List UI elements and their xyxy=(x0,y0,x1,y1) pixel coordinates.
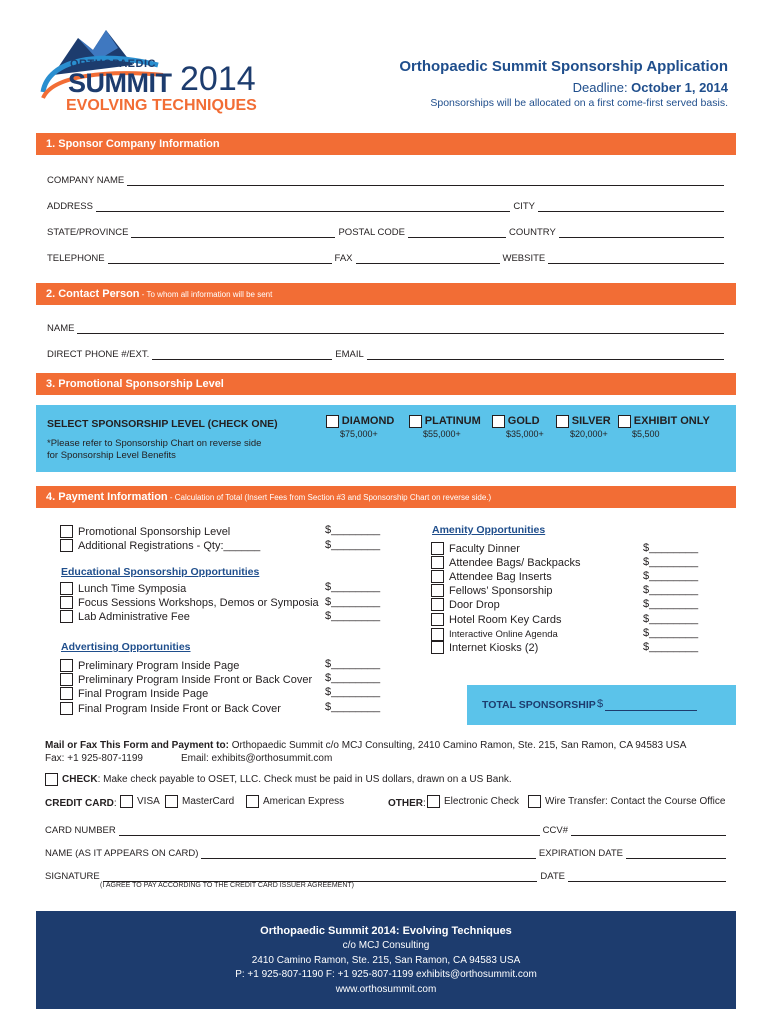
gold-price: $35,000+ xyxy=(506,429,544,439)
deadline-date: October 1, 2014 xyxy=(631,80,728,95)
other-label xyxy=(388,798,426,809)
logo-line1: ORTHOPAEDIC xyxy=(70,58,156,70)
card-number-label: CARD NUMBER xyxy=(45,825,116,836)
electronic-check-option[interactable] xyxy=(427,795,519,808)
adv-item[interactable] xyxy=(60,659,239,672)
section3-header: 3. Promotional Sponsorship Level xyxy=(36,373,736,395)
mastercard-checkbox[interactable] xyxy=(165,795,178,808)
amenity-amount[interactable]: $________ xyxy=(643,627,699,639)
edu-amount[interactable]: $________ xyxy=(325,581,381,593)
amenity-item[interactable] xyxy=(431,556,580,569)
fax-field[interactable] xyxy=(356,254,500,264)
amenity-item[interactable] xyxy=(431,613,562,626)
adv-item[interactable] xyxy=(60,687,208,700)
adv-amount[interactable]: $________ xyxy=(325,686,381,698)
amenity-checkbox[interactable] xyxy=(431,613,444,626)
ccv-label: CCV# xyxy=(542,825,568,836)
wire-option[interactable] xyxy=(528,795,725,808)
telephone-row xyxy=(47,250,727,264)
country-field[interactable] xyxy=(559,228,724,238)
section2-subtitle: - To whom all information will be sent xyxy=(139,290,273,299)
amex-label: American Express xyxy=(263,796,345,807)
platinum-checkbox[interactable] xyxy=(409,415,422,428)
expiration-field[interactable] xyxy=(626,849,726,859)
level-diamond[interactable] xyxy=(326,415,394,439)
footer-line3: P: +1 925-807-1190 F: +1 925-807-1199 exhibits@orthosummit.com xyxy=(235,969,537,980)
adv-label: Final Program Inside Page xyxy=(78,687,209,700)
address-field[interactable] xyxy=(96,202,510,212)
total-field[interactable] xyxy=(605,699,697,711)
amenity-amount[interactable]: $________ xyxy=(643,570,699,582)
amenity-label: Internet Kiosks (2) xyxy=(449,641,539,654)
phone-row xyxy=(47,346,727,360)
wire-checkbox[interactable] xyxy=(528,795,541,808)
state-field[interactable] xyxy=(131,228,335,238)
section4-subtitle: - Calculation of Total (Insert Fees from Section #3 and Sponsorship Chart on reverse side.) xyxy=(167,493,492,502)
footer-website[interactable]: www.orthosummit.com xyxy=(335,983,437,995)
amenity-checkbox[interactable] xyxy=(431,598,444,611)
credit-card-label xyxy=(45,798,117,809)
silver-price: $20,000+ xyxy=(570,429,608,439)
allocation-note: Sponsorships will be allocated on a first come-first served basis. xyxy=(430,97,728,109)
level-platinum[interactable] xyxy=(409,415,481,439)
promo-checkbox[interactable] xyxy=(60,525,73,538)
company-label: COMPANY NAME xyxy=(47,175,125,186)
mastercard-option[interactable] xyxy=(165,795,234,808)
sponsorship-level-panel xyxy=(36,405,736,472)
adv-checkbox[interactable] xyxy=(60,659,73,672)
amenity-label: Door Drop xyxy=(449,598,500,611)
diamond-checkbox[interactable] xyxy=(326,415,339,428)
section4-title: 4. Payment Information xyxy=(46,491,168,503)
adv-checkbox[interactable] xyxy=(60,687,73,700)
adv-checkbox[interactable] xyxy=(60,702,73,715)
total-dollar: $ xyxy=(597,698,604,710)
footer xyxy=(36,911,736,1009)
diamond-price: $75,000+ xyxy=(340,429,378,439)
level-silver[interactable] xyxy=(556,415,611,439)
platinum-price: $55,000+ xyxy=(423,429,461,439)
email-line: Email: exhibits@orthosummit.com xyxy=(181,753,333,764)
logo-summit: SUMMIT xyxy=(68,68,172,98)
mail-address: Orthopaedic Summit c/o MCJ Consulting, 2410 Camino Ramon, Ste. 215, San Ramon, CA 94583 USA xyxy=(228,740,687,751)
email-field[interactable] xyxy=(367,350,724,360)
amenity-amount[interactable]: $________ xyxy=(643,598,699,610)
postal-label: POSTAL CODE xyxy=(338,227,405,238)
amenity-label: Faculty Dinner xyxy=(449,542,520,555)
phone-label: DIRECT PHONE #/EXT. xyxy=(47,349,150,360)
total-label: TOTAL SPONSORSHIP xyxy=(482,699,596,711)
additional-amount[interactable]: $________ xyxy=(325,539,381,551)
edu-label: Focus Sessions Workshops, Demos or Symposia xyxy=(78,596,319,609)
amenity-checkbox[interactable] xyxy=(431,570,444,583)
amenity-label: Attendee Bags/ Backpacks xyxy=(449,556,581,569)
city-field[interactable] xyxy=(538,202,724,212)
section2-title: 2. Contact Person xyxy=(46,288,140,300)
company-field[interactable] xyxy=(127,176,724,186)
amenity-item[interactable] xyxy=(431,570,552,583)
edu-amount[interactable]: $________ xyxy=(325,610,381,622)
amenity-checkbox[interactable] xyxy=(431,641,444,654)
edu-item[interactable] xyxy=(60,596,319,609)
amenity-amount[interactable]: $________ xyxy=(643,613,699,625)
visa-label: VISA xyxy=(137,796,160,807)
card-number-row xyxy=(45,822,729,836)
signature-row xyxy=(45,868,729,882)
summit-logo xyxy=(38,20,268,120)
amenity-amount[interactable]: $________ xyxy=(643,641,699,653)
card-name-row xyxy=(45,845,729,859)
amenity-amount[interactable]: $________ xyxy=(643,556,699,568)
select-level-label: SELECT SPONSORSHIP LEVEL (CHECK ONE) xyxy=(47,418,278,430)
amenity-item[interactable] xyxy=(431,584,553,597)
diamond-label: DIAMOND xyxy=(341,415,395,428)
exhibit-label: EXHIBIT ONLY xyxy=(633,415,710,428)
level-gold[interactable] xyxy=(492,415,544,439)
footer-line1: c/o MCJ Consulting xyxy=(342,940,430,951)
amenity-amount[interactable]: $________ xyxy=(643,584,699,596)
visa-checkbox[interactable] xyxy=(120,795,133,808)
name-row xyxy=(47,320,727,334)
promo-label: Promotional Sponsorship Level xyxy=(78,525,231,538)
amenity-heading: Amenity Opportunities xyxy=(432,524,546,536)
amenity-checkbox[interactable] xyxy=(431,628,444,641)
amenity-checkbox[interactable] xyxy=(431,542,444,555)
check-text: : Make check payable to OSET, LLC. Check must be paid in US dollars, drawn on a US Bank. xyxy=(97,774,512,785)
adv-checkbox[interactable] xyxy=(60,673,73,686)
expiration-label: EXPIRATION DATE xyxy=(538,848,623,859)
page-title: Orthopaedic Summit Sponsorship Application xyxy=(399,58,728,75)
website-label: WEBSITE xyxy=(502,253,546,264)
level-note1: *Please refer to Sponsorship Chart on reverse side xyxy=(47,438,262,449)
deadline-label: Deadline: xyxy=(572,80,632,95)
check-option[interactable] xyxy=(45,773,512,786)
edu-checkbox[interactable] xyxy=(60,610,73,623)
section1-header: 1. Sponsor Company Information xyxy=(36,133,736,155)
electronic-label: Electronic Check xyxy=(444,796,520,807)
other-label-text: OTHER xyxy=(388,798,423,809)
check-label: CHECK xyxy=(62,774,98,785)
level-exhibit[interactable] xyxy=(618,415,710,439)
level-note2: for Sponsorship Level Benefits xyxy=(47,450,176,461)
mastercard-label: MasterCard xyxy=(182,796,235,807)
silver-checkbox[interactable] xyxy=(556,415,569,428)
exhibit-price: $5,500 xyxy=(632,429,660,439)
state-row xyxy=(47,224,727,238)
section4-header xyxy=(36,486,736,508)
silver-label: SILVER xyxy=(571,415,611,428)
amenity-checkbox[interactable] xyxy=(431,556,444,569)
credit-label-colon: : xyxy=(113,798,117,809)
footer-line2: 2410 Camino Ramon, Ste. 215, San Ramon, CA 94583 USA xyxy=(251,954,521,966)
adv-label: Preliminary Program Inside Front or Back Cover xyxy=(78,673,313,686)
amenity-label: Fellows’ Sponsorship xyxy=(449,584,553,597)
telephone-field[interactable] xyxy=(108,254,332,264)
card-number-field[interactable] xyxy=(119,826,540,836)
fax-label: FAX xyxy=(334,253,353,264)
amenity-checkbox[interactable] xyxy=(431,584,444,597)
wire-label: Wire Transfer: Contact the Course Office xyxy=(545,796,726,807)
adv-label: Preliminary Program Inside Page xyxy=(78,659,240,672)
adv-item[interactable] xyxy=(60,673,312,686)
edu-amount[interactable]: $________ xyxy=(325,596,381,608)
edu-label: Lab Administrative Fee xyxy=(78,610,190,623)
promo-item[interactable] xyxy=(60,525,230,538)
adv-amount[interactable]: $________ xyxy=(325,658,381,670)
agree-note: (I AGREE TO PAY ACCORDING TO THE CREDIT CARD ISSUER AGREEMENT) xyxy=(100,882,354,889)
city-label: CITY xyxy=(513,201,535,212)
email-label: EMAIL xyxy=(335,349,364,360)
deadline xyxy=(573,80,728,95)
signature-label: SIGNATURE xyxy=(45,871,100,882)
exhibit-checkbox[interactable] xyxy=(618,415,631,428)
edu-label: Lunch Time Symposia xyxy=(78,582,187,595)
promo-amount[interactable]: $________ xyxy=(325,524,381,536)
postal-field[interactable] xyxy=(408,228,506,238)
fax-line: Fax: +1 925-807-1199 xyxy=(45,753,143,764)
section2-header xyxy=(36,283,736,305)
ccv-field[interactable] xyxy=(571,826,726,836)
edu-item[interactable] xyxy=(60,610,190,623)
additional-label: Additional Registrations - Qty:______ xyxy=(78,539,261,552)
amenity-label: Attendee Bag Inserts xyxy=(449,570,552,583)
card-name-label: NAME (AS IT APPEARS ON CARD) xyxy=(45,848,199,859)
address-row xyxy=(47,198,727,212)
footer-title: Orthopaedic Summit 2014: Evolving Techniques xyxy=(260,925,512,937)
state-label: STATE/PROVINCE xyxy=(47,227,129,238)
adv-label: Final Program Inside Front or Back Cover xyxy=(78,702,281,715)
name-label: NAME xyxy=(47,323,75,334)
edu-checkbox[interactable] xyxy=(60,582,73,595)
website-field[interactable] xyxy=(548,254,724,264)
amenity-label: Interactive Online Agenda xyxy=(449,629,558,640)
visa-option[interactable] xyxy=(120,795,160,808)
amenity-amount[interactable]: $________ xyxy=(643,542,699,554)
gold-label: GOLD xyxy=(507,415,540,428)
logo-year: 2014 xyxy=(180,60,256,98)
additional-item[interactable] xyxy=(60,539,260,552)
edu-checkbox[interactable] xyxy=(60,596,73,609)
additional-checkbox[interactable] xyxy=(60,539,73,552)
company-row xyxy=(47,172,727,186)
platinum-label: PLATINUM xyxy=(424,415,481,428)
other-label-colon: : xyxy=(423,798,426,809)
check-checkbox[interactable] xyxy=(45,773,58,786)
address-label: ADDRESS xyxy=(47,201,93,212)
amenity-item[interactable] xyxy=(431,598,500,611)
amenity-item[interactable] xyxy=(431,628,558,641)
name-field[interactable] xyxy=(77,324,724,334)
phone-field[interactable] xyxy=(152,350,332,360)
amenity-label: Hotel Room Key Cards xyxy=(449,613,562,626)
card-name-field[interactable] xyxy=(201,849,535,859)
credit-label-text: CREDIT CARD xyxy=(45,798,114,809)
adv-item[interactable] xyxy=(60,702,281,715)
adv-amount[interactable]: $________ xyxy=(325,672,381,684)
mail-line xyxy=(45,740,686,751)
date-field[interactable] xyxy=(568,872,726,882)
total-sponsorship-box xyxy=(467,685,736,725)
signature-field[interactable] xyxy=(103,872,538,882)
country-label: COUNTRY xyxy=(508,227,556,238)
amenity-item[interactable] xyxy=(431,542,520,555)
telephone-label: TELEPHONE xyxy=(47,253,105,264)
electronic-checkbox[interactable] xyxy=(427,795,440,808)
date-label: DATE xyxy=(540,871,565,882)
logo-tagline: EVOLVING TECHNIQUES xyxy=(66,97,257,114)
amex-checkbox[interactable] xyxy=(246,795,259,808)
gold-checkbox[interactable] xyxy=(492,415,505,428)
adv-heading: Advertising Opportunities xyxy=(61,641,191,653)
adv-amount[interactable]: $________ xyxy=(325,701,381,713)
mail-label: Mail or Fax This Form and Payment to: xyxy=(45,740,229,751)
amenity-item[interactable] xyxy=(431,641,538,654)
edu-item[interactable] xyxy=(60,582,186,595)
amex-option[interactable] xyxy=(246,795,344,808)
edu-heading: Educational Sponsorship Opportunities xyxy=(61,566,260,578)
